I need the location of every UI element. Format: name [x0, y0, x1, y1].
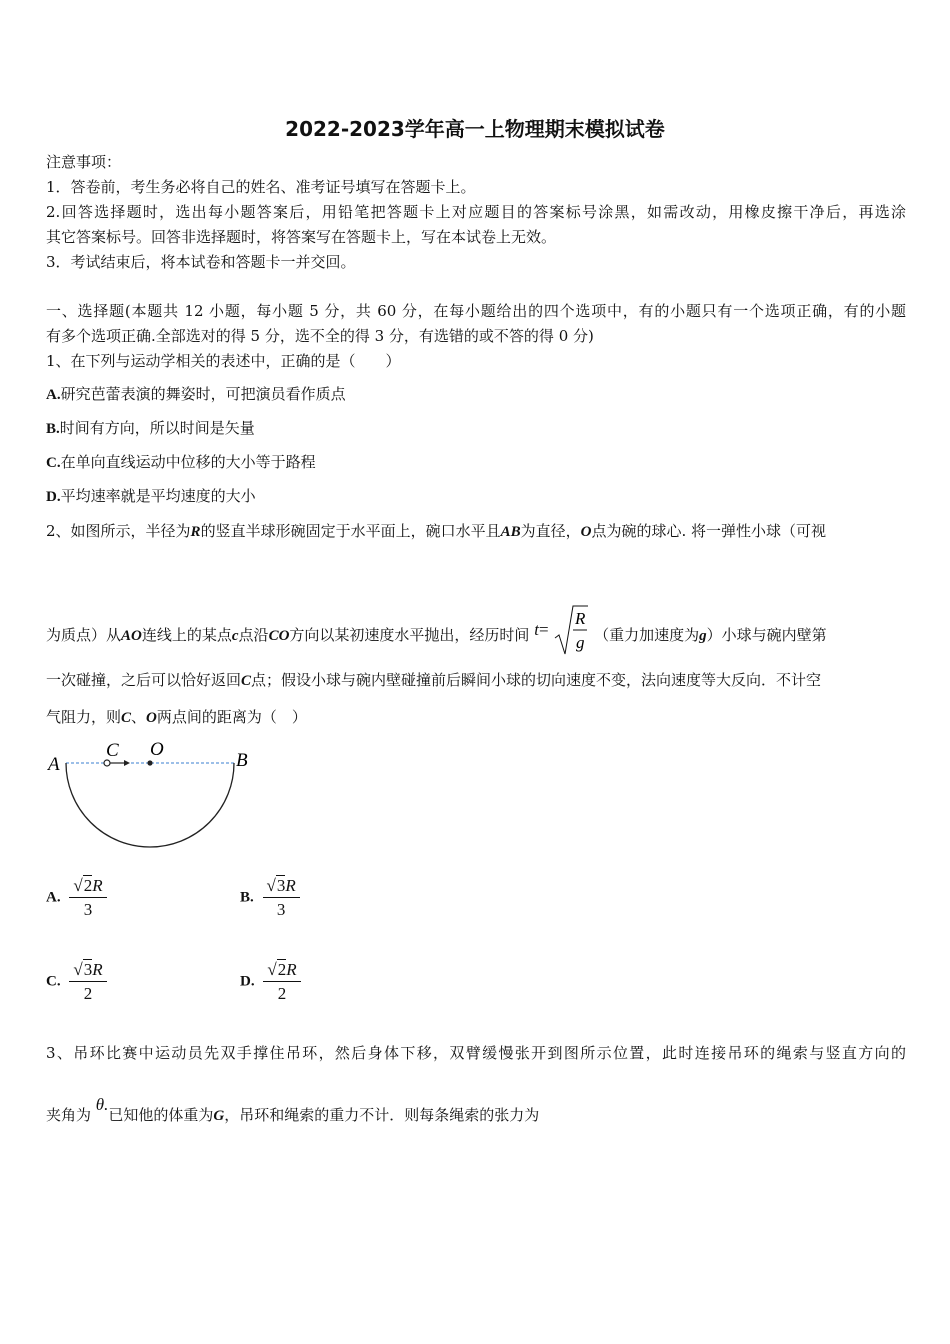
text-run: 夹角为 — [46, 1106, 92, 1124]
radicand: 2 — [83, 876, 93, 895]
numerator-r: R — [285, 876, 296, 895]
var-AB: AB — [500, 524, 521, 540]
text-run: 气阻力，则 — [46, 708, 122, 726]
var-CO: CO — [268, 628, 290, 644]
text-run: 为直径， — [520, 522, 581, 540]
option-fraction — [263, 960, 300, 1004]
q2-stem-line-4 — [46, 707, 906, 728]
fraction-numerator: √3R — [263, 876, 300, 898]
label-c: C — [106, 740, 119, 761]
radicand: 2 — [277, 960, 287, 979]
fraction-denominator: 2 — [277, 984, 287, 1003]
var-O: O — [146, 710, 157, 726]
section-1-instructions-line-1: 一、选择题(本题共 12 小题，每小题 5 分，共 60 分，在每小题给出的四个选项中，有的小题只有一个选项正确，有的小题 — [46, 302, 906, 320]
q1-option-d — [46, 486, 906, 507]
q1-option-a — [46, 384, 906, 405]
velocity-arrow-head — [124, 760, 130, 766]
var-c: c — [231, 628, 239, 644]
fraction-denominator: 3 — [276, 900, 286, 919]
formula-denominator: g — [576, 633, 585, 652]
numerator-r: R — [286, 960, 297, 979]
formula-numerator: R — [575, 609, 586, 628]
notice-heading: 注意事项： — [46, 153, 122, 171]
notice-item-2-line-1: 2.回答选择题时，选出每小题答案后，用铅笔把答题卡上对应题目的答案标号涂黑，如需改动，用橡皮擦干净后，再选涂 — [46, 203, 906, 221]
option-fraction — [69, 876, 106, 920]
text-run: 2、如图所示，半径为 — [46, 522, 191, 540]
var-R: R — [190, 524, 201, 540]
text-run: 方向以某初速度水平抛出，经历时间 — [289, 626, 530, 644]
q2-stem-line-3 — [46, 670, 906, 691]
time-formula — [534, 620, 548, 640]
text-run: 已知他的体重为 — [108, 1106, 214, 1124]
option-text: 时间有方向，所以时间是矢量 — [59, 419, 255, 437]
q3-stem-line-2 — [46, 1095, 906, 1126]
option-label: C. — [46, 455, 61, 471]
label-a: A — [48, 754, 60, 775]
q1-stem: 1、在下列与运动学相关的表述中，正确的是（ ） — [46, 352, 401, 370]
notice-item-1: 1．答卷前，考生务必将自己的姓名、准考证号填写在答题卡上。 — [46, 178, 476, 196]
option-text: 平均速率就是平均速度的大小 — [60, 487, 256, 505]
bowl-diagram — [44, 736, 264, 852]
text-run: 点为碗的球心. 将一弹性小球（可视 — [591, 522, 826, 540]
option-label: B. — [46, 421, 60, 437]
numerator-r: R — [92, 876, 103, 895]
fraction-numerator: √2R — [263, 960, 300, 982]
q2-option-b — [240, 876, 300, 920]
option-label: A. — [46, 387, 61, 403]
option-fraction — [263, 876, 300, 920]
option-text: 研究芭蕾表演的舞姿时，可把演员看作质点 — [60, 385, 346, 403]
notice-item-3: 3．考试结束后，将本试卷和答题卡一并交回。 — [46, 253, 356, 271]
formula-t: t — [534, 620, 539, 639]
label-b: B — [236, 750, 248, 771]
option-text: 在单向直线运动中位移的大小等于路程 — [60, 453, 316, 471]
text-run: 两点间的距离为（ ） — [156, 708, 307, 726]
option-label: C. — [46, 973, 61, 990]
text-run: 、 — [131, 708, 147, 726]
q3-stem-line-1: 3、吊环比赛中运动员先双手撑住吊环，然后身体下移，双臂缓慢张开到图所示位置，此时连接吊环的绳索与竖直方向的 — [46, 1044, 906, 1062]
text-run: 连线上的某点 — [141, 626, 232, 644]
fraction-denominator: 3 — [83, 900, 93, 919]
q2-option-d — [240, 960, 301, 1004]
var-theta: θ. — [95, 1095, 109, 1114]
text-run: （重力加速度为 — [594, 626, 700, 644]
fraction-denominator: 2 — [83, 984, 93, 1003]
q1-option-c — [46, 452, 906, 473]
text-run: 点；假设小球与碗内壁碰撞前后瞬间小球的切向速度不变，法向速度等大反向．不计空 — [251, 671, 822, 689]
q2-option-a — [46, 876, 107, 920]
formula-equals: = — [538, 620, 549, 639]
var-C: C — [121, 710, 132, 726]
text-run: ）小球与碗内壁第 — [706, 626, 827, 644]
text-run: ，吊环和绳索的重力不计．则每条绳索的张力为 — [224, 1106, 540, 1124]
section-1-instructions-line-2: 有多个选项正确.全部选对的得 5 分，选不全的得 3 分，有选错的或不答的得 0 分) — [46, 327, 594, 345]
point-o-center — [147, 760, 152, 765]
fraction-numerator: √3R — [69, 960, 106, 982]
q2-option-c — [46, 960, 107, 1004]
option-label: B. — [240, 889, 254, 906]
radicand: 3 — [276, 876, 286, 895]
text-run: 的竖直半球形碗固定于水平面上，碗口水平且 — [200, 522, 501, 540]
page-title: 2022-2023学年高一上物理期末模拟试卷 — [285, 117, 665, 141]
var-C: C — [241, 673, 252, 689]
q2-stem-line-2 — [46, 608, 906, 664]
option-label: D. — [240, 973, 255, 990]
text-run: 点沿 — [238, 626, 269, 644]
numerator-r: R — [92, 960, 103, 979]
sqrt-fraction-formula — [553, 604, 589, 660]
fraction-numerator: √2R — [69, 876, 106, 898]
var-AO: AO — [121, 628, 142, 644]
var-O: O — [580, 524, 592, 540]
var-G: G — [213, 1108, 225, 1124]
label-o: O — [150, 739, 164, 760]
q2-stem-line-1 — [46, 521, 906, 542]
text-run: 为质点）从 — [46, 626, 122, 644]
bowl-arc — [66, 763, 234, 847]
option-label: D. — [46, 489, 61, 505]
q1-option-b — [46, 418, 906, 439]
text-run: 一次碰撞，之后可以恰好返回 — [46, 671, 242, 689]
option-fraction — [69, 960, 106, 1004]
notice-item-2-line-2: 其它答案标号。回答非选择题时，将答案写在答题卡上，写在本试卷上无效。 — [46, 228, 557, 246]
radicand: 3 — [83, 960, 93, 979]
option-label: A. — [46, 889, 61, 906]
var-g: g — [699, 628, 707, 644]
